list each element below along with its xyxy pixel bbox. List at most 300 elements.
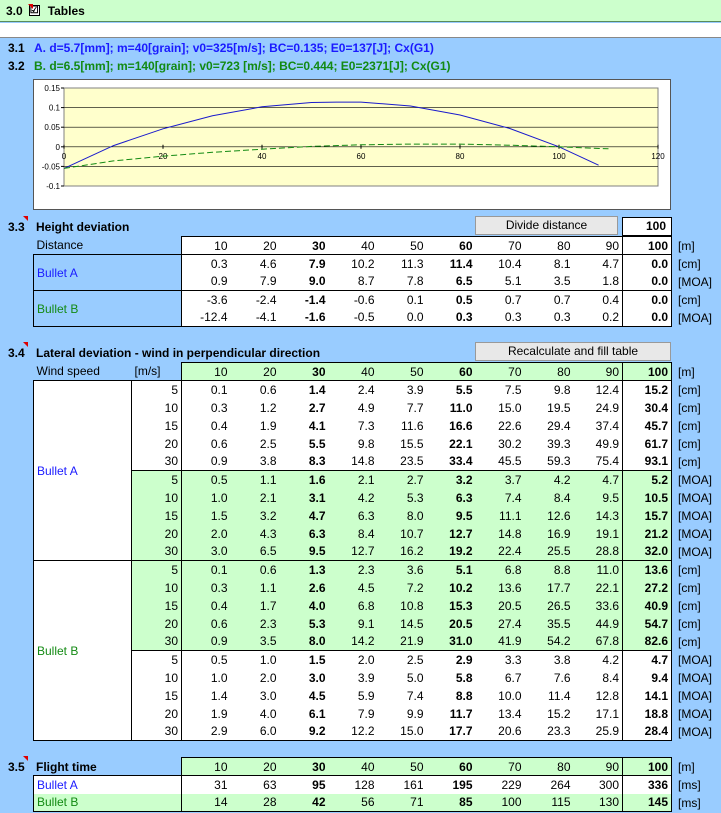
value-cell: 7.4 [378, 687, 427, 705]
distance-header: 60 [427, 363, 476, 381]
x-tick-label: 20 [158, 151, 168, 161]
y-tick-label: -0.1 [46, 182, 60, 191]
x-tick-label: 0 [61, 151, 67, 161]
value-cell: 9.5 [574, 489, 623, 507]
value-cell: 9.5 [427, 507, 476, 525]
bullet-a-spec: 3.1 A. d=5.7[mm]; m=40[grain]; v0=325[m/s]; BC=0.135; E0=137[J]; Cx(G1) [8, 41, 434, 55]
value-cell: 5.0 [378, 669, 427, 687]
value-cell: 2.1 [329, 471, 378, 489]
value-cell: 8.7 [329, 273, 378, 291]
value-cell: 13.4 [476, 705, 525, 723]
wind-speed-cell: 5 [132, 471, 182, 489]
value-cell: 26.5 [525, 597, 574, 615]
value-cell: 8.8 [525, 561, 574, 579]
value-cell: 0.0 [378, 309, 427, 327]
lateral-deviation-heading: 3.4 Lateral deviation - wind in perpendicular direction [8, 346, 321, 360]
value-cell: 5.1 [476, 273, 525, 291]
value-cell: 115 [525, 794, 574, 812]
value-cell: 9.9 [378, 705, 427, 723]
value-cell: 2.7 [378, 471, 427, 489]
value-cell: 145 [623, 794, 672, 812]
distance-header: 90 [574, 363, 623, 381]
bullet-b-label: Bullet B [34, 561, 132, 741]
value-cell: 8.3 [280, 453, 329, 471]
value-cell: 0.3 [427, 309, 476, 327]
value-cell: 264 [525, 776, 574, 794]
wind-speed-cell: 30 [132, 723, 182, 741]
value-cell: 3.8 [525, 651, 574, 669]
value-cell: 45.7 [623, 417, 672, 435]
value-cell: 17.1 [574, 705, 623, 723]
distance-header: 30 [280, 237, 329, 255]
value-cell: 33.6 [574, 597, 623, 615]
value-cell: 8.4 [574, 669, 623, 687]
value-cell: 16.6 [427, 417, 476, 435]
value-cell: 45.5 [476, 453, 525, 471]
value-cell: 2.4 [329, 381, 378, 399]
value-cell: 22.1 [574, 579, 623, 597]
value-cell: 1.7 [231, 597, 280, 615]
value-cell: 1.8 [574, 273, 623, 291]
y-tick-label: -0.05 [41, 162, 60, 172]
value-cell: 19.1 [574, 525, 623, 543]
value-cell: 0.5 [182, 651, 231, 669]
bullet-a-moa-row [34, 543, 716, 561]
value-cell: 3.0 [231, 687, 280, 705]
value-cell: 7.5 [476, 381, 525, 399]
value-cell: 1.5 [280, 651, 329, 669]
distance-header: 40 [329, 363, 378, 381]
value-cell: 5.2 [623, 471, 672, 489]
value-cell: 2.1 [231, 489, 280, 507]
value-cell: 4.0 [280, 597, 329, 615]
value-cell: 63 [231, 776, 280, 794]
distance-header: 10 [182, 758, 231, 776]
value-cell: 9.4 [623, 669, 672, 687]
value-cell: 6.1 [280, 705, 329, 723]
wind-speed-cell: 10 [132, 669, 182, 687]
value-cell: 28.8 [574, 543, 623, 561]
value-cell: -1.6 [280, 309, 329, 327]
value-cell: 3.1 [280, 489, 329, 507]
value-cell: 49.9 [574, 435, 623, 453]
distance-header: 70 [476, 237, 525, 255]
value-cell: 1.9 [231, 417, 280, 435]
bullet-a-moa-row [34, 507, 716, 525]
value-cell: 2.6 [280, 579, 329, 597]
value-cell: 61.7 [623, 435, 672, 453]
comment-marker [23, 342, 28, 347]
value-cell: 12.7 [329, 543, 378, 561]
value-cell: 0.1 [378, 291, 427, 309]
value-cell: 6.8 [476, 561, 525, 579]
wind-speed-cell: 10 [132, 489, 182, 507]
value-cell: 14.1 [623, 687, 672, 705]
value-cell: -1.4 [280, 291, 329, 309]
distance-row [34, 758, 716, 776]
value-cell: 6.0 [231, 723, 280, 741]
value-cell: -12.4 [182, 309, 231, 327]
unit-label: [cm] [678, 418, 701, 433]
value-cell: 6.3 [427, 489, 476, 507]
value-cell: 6.7 [476, 669, 525, 687]
value-cell: 1.1 [231, 471, 280, 489]
spacer [0, 23, 721, 37]
value-cell: 11.7 [427, 705, 476, 723]
value-cell: 0.6 [231, 561, 280, 579]
value-cell: 21.2 [623, 525, 672, 543]
distance-header: 10 [182, 363, 231, 381]
value-cell: 1.0 [231, 651, 280, 669]
bullet-b-time-row [34, 794, 716, 812]
value-cell: 3.8 [231, 453, 280, 471]
section-title: Tables [47, 3, 85, 18]
value-cell: 4.7 [574, 255, 623, 273]
value-cell: 29.4 [525, 417, 574, 435]
distance-header: 90 [574, 758, 623, 776]
value-cell: 13.6 [476, 579, 525, 597]
unit-label: [cm] [678, 382, 701, 397]
value-cell: -3.6 [182, 291, 231, 309]
value-cell: 0.9 [182, 453, 231, 471]
unit-label: [MOA] [678, 274, 713, 289]
value-cell: 0.0 [623, 309, 672, 327]
value-cell: 1.1 [231, 579, 280, 597]
value-cell: 0.4 [182, 417, 231, 435]
value-cell: 11.4 [427, 255, 476, 273]
value-cell: 2.7 [280, 399, 329, 417]
value-cell: 0.5 [182, 471, 231, 489]
value-cell: 20.5 [476, 597, 525, 615]
value-cell: 15.0 [476, 399, 525, 417]
value-cell: 22.1 [427, 435, 476, 453]
distance-header: 40 [329, 237, 378, 255]
recalculate-fill-table-button[interactable]: Recalculate and fill table [475, 342, 671, 361]
value-cell: 2.3 [329, 561, 378, 579]
comment-marker [23, 756, 28, 761]
value-cell: 7.9 [329, 705, 378, 723]
distance-header: 60 [427, 758, 476, 776]
value-cell: -0.5 [329, 309, 378, 327]
bullet-b-cm-row [34, 633, 716, 651]
value-cell: 7.7 [378, 399, 427, 417]
unit-label: [cm] [678, 634, 701, 649]
bullet-a-cm-row [34, 255, 716, 273]
value-cell: 1.0 [182, 669, 231, 687]
distance-header: 20 [231, 237, 280, 255]
value-cell: 336 [623, 776, 672, 794]
wind-speed-cell: 5 [132, 561, 182, 579]
wind-speed-cell: 15 [132, 507, 182, 525]
plot-area [61, 88, 658, 186]
unit-label: [ms] [678, 795, 701, 810]
value-cell: 12.6 [525, 507, 574, 525]
value-cell: 10.5 [623, 489, 672, 507]
distance-header: 100 [623, 758, 672, 776]
wind-speed-label: Wind speed [36, 364, 100, 379]
value-cell: 3.0 [182, 543, 231, 561]
wind-speed-cell: 10 [132, 399, 182, 417]
value-cell: 12.2 [329, 723, 378, 741]
bullet-a-moa-row [34, 489, 716, 507]
value-cell: 161 [378, 776, 427, 794]
value-cell: 1.3 [280, 561, 329, 579]
value-cell: 13.6 [623, 561, 672, 579]
value-cell: 27.2 [623, 579, 672, 597]
distance-header: 80 [525, 758, 574, 776]
value-cell: 4.7 [574, 471, 623, 489]
distance-header: 70 [476, 758, 525, 776]
value-cell: 14.5 [378, 615, 427, 633]
value-cell: 20.5 [427, 615, 476, 633]
value-cell: 1.6 [280, 471, 329, 489]
value-cell: 54.2 [525, 633, 574, 651]
value-cell: 6.8 [329, 597, 378, 615]
value-cell: 1.4 [182, 687, 231, 705]
value-cell: 28 [231, 794, 280, 812]
value-cell: 9.1 [329, 615, 378, 633]
trajectory-chart-svg [34, 80, 670, 209]
divide-value-input[interactable]: 100 [622, 217, 672, 236]
unit-label: [cm] [678, 598, 701, 613]
distance-header: 100 [623, 237, 672, 255]
value-cell: 6.5 [427, 273, 476, 291]
value-cell: 8.0 [280, 633, 329, 651]
value-cell: 67.8 [574, 633, 623, 651]
value-cell: 41.9 [476, 633, 525, 651]
x-tick-label: 120 [651, 151, 665, 161]
value-cell: 14.8 [329, 453, 378, 471]
distance-header: 10 [182, 237, 231, 255]
value-cell: 4.3 [231, 525, 280, 543]
value-cell: 5.8 [427, 669, 476, 687]
unit-label: [ms] [678, 777, 701, 792]
value-cell: 15.3 [427, 597, 476, 615]
distance-header: 90 [574, 237, 623, 255]
unit-label: [MOA] [678, 724, 713, 739]
value-cell: 16.9 [525, 525, 574, 543]
value-cell: 95 [280, 776, 329, 794]
value-cell: 93.1 [623, 453, 672, 471]
value-cell: 0.6 [182, 435, 231, 453]
value-cell: 10.2 [427, 579, 476, 597]
bullet-b-moa-row [34, 651, 716, 669]
unit-label: [MOA] [678, 508, 713, 523]
value-cell: 3.2 [427, 471, 476, 489]
bullet-a-label: Bullet A [34, 255, 182, 291]
x-tick-label: 60 [356, 151, 366, 161]
value-cell: 3.6 [378, 561, 427, 579]
value-cell: 14.2 [329, 633, 378, 651]
value-cell: 8.0 [378, 507, 427, 525]
value-cell: 42 [280, 794, 329, 812]
value-cell: 12.8 [574, 687, 623, 705]
value-cell: 59.3 [525, 453, 574, 471]
spacer-cell [34, 758, 182, 776]
unit-label: [cm] [678, 616, 701, 631]
value-cell: 54.7 [623, 615, 672, 633]
value-cell: 4.2 [574, 651, 623, 669]
value-cell: 3.3 [476, 651, 525, 669]
value-cell: 4.2 [329, 489, 378, 507]
value-cell: 4.0 [231, 705, 280, 723]
value-cell: 5.9 [329, 687, 378, 705]
value-cell: 31 [182, 776, 231, 794]
x-tick-label: 80 [455, 151, 465, 161]
value-cell: 3.9 [378, 381, 427, 399]
value-cell: 7.9 [231, 273, 280, 291]
value-cell: 300 [574, 776, 623, 794]
distance-header: 80 [525, 237, 574, 255]
value-cell: 1.4 [280, 381, 329, 399]
distance-header: 70 [476, 363, 525, 381]
wind-speed-cell: 15 [132, 687, 182, 705]
value-cell: 10.2 [329, 255, 378, 273]
bullet-a-time-row [34, 776, 716, 794]
section-header-tables [0, 0, 721, 22]
value-cell: 4.9 [329, 399, 378, 417]
bullet-a-cm-row [34, 435, 716, 453]
value-cell: 22.6 [476, 417, 525, 435]
value-cell: 71 [378, 794, 427, 812]
value-cell: 0.0 [623, 255, 672, 273]
value-cell: 0.7 [525, 291, 574, 309]
value-cell: 9.5 [280, 543, 329, 561]
distance-header: 30 [280, 758, 329, 776]
bullet-b-cm-row [34, 561, 716, 579]
bullet-b-moa-row [34, 723, 716, 741]
comment-marker [23, 216, 28, 221]
wind-speed-cell: 30 [132, 453, 182, 471]
unit-label: [m] [678, 759, 695, 774]
value-cell: 23.5 [378, 453, 427, 471]
value-cell: 5.5 [427, 381, 476, 399]
bullet-b-cm-row [34, 597, 716, 615]
value-cell: 25.5 [525, 543, 574, 561]
distance-row [34, 237, 716, 255]
value-cell: 44.9 [574, 615, 623, 633]
tables-checkbox[interactable]: ☑ [29, 5, 39, 16]
value-cell: 7.9 [280, 255, 329, 273]
distance-label: Distance [36, 238, 84, 253]
value-cell: 37.4 [574, 417, 623, 435]
bullet-a-label: Bullet A [34, 776, 182, 794]
value-cell: 0.7 [476, 291, 525, 309]
wind-speed-row [34, 363, 716, 381]
value-cell: 3.9 [329, 669, 378, 687]
bullet-a-cm-row [34, 453, 716, 471]
value-cell: 128 [329, 776, 378, 794]
unit-label: [cm] [678, 454, 701, 469]
value-cell: 35.5 [525, 615, 574, 633]
unit-label: [cm] [678, 562, 701, 577]
value-cell: 4.7 [623, 651, 672, 669]
value-cell: 14.3 [574, 507, 623, 525]
value-cell: 0.4 [574, 291, 623, 309]
value-cell: 5.3 [280, 615, 329, 633]
comment-marker [28, 4, 33, 9]
value-cell: 2.9 [182, 723, 231, 741]
value-cell: 27.4 [476, 615, 525, 633]
distance-header: 20 [231, 758, 280, 776]
value-cell: 15.0 [378, 723, 427, 741]
trajectory-chart [33, 79, 671, 210]
bullet-b-moa-row [34, 669, 716, 687]
value-cell: 28.4 [623, 723, 672, 741]
value-cell: 0.6 [231, 381, 280, 399]
flight-time-heading: 3.5 Flight time [8, 760, 97, 774]
unit-label: [MOA] [678, 688, 713, 703]
bullet-b-spec: 3.2 B. d=6.5[mm]; m=140[grain]; v0=723 [m/s]; BC=0.444; E0=2371[J]; Cx(G1) [8, 59, 451, 73]
value-cell: 2.0 [231, 669, 280, 687]
unit-label: [MOA] [678, 670, 713, 685]
value-cell: 7.2 [378, 579, 427, 597]
value-cell: 39.3 [525, 435, 574, 453]
divide-distance-button[interactable]: Divide distance [475, 216, 618, 235]
bullet-b-label: Bullet B [34, 794, 182, 812]
value-cell: 17.7 [525, 579, 574, 597]
bullet-b-cm-row [34, 579, 716, 597]
distance-header: 50 [378, 758, 427, 776]
divider [0, 37, 721, 38]
value-cell: 31.0 [427, 633, 476, 651]
value-cell: 130 [574, 794, 623, 812]
unit-label: [MOA] [678, 472, 713, 487]
value-cell: 6.3 [329, 507, 378, 525]
value-cell: 3.5 [525, 273, 574, 291]
value-cell: 0.5 [427, 291, 476, 309]
distance-header: 50 [378, 237, 427, 255]
value-cell: 32.0 [623, 543, 672, 561]
value-cell: 21.9 [378, 633, 427, 651]
y-tick-label: 0.15 [44, 84, 60, 93]
value-cell: 7.6 [525, 669, 574, 687]
value-cell: 3.2 [231, 507, 280, 525]
wind-speed-cell: 15 [132, 597, 182, 615]
value-cell: 8.1 [525, 255, 574, 273]
distance-header: 30 [280, 363, 329, 381]
wind-unit-label: [m/s] [134, 364, 161, 379]
height-deviation-table [33, 236, 716, 327]
unit-label: [MOA] [678, 310, 713, 325]
unit-label: [MOA] [678, 526, 713, 541]
value-cell: 195 [427, 776, 476, 794]
value-cell: 4.2 [525, 471, 574, 489]
value-cell: 0.9 [182, 273, 231, 291]
value-cell: 100 [476, 794, 525, 812]
value-cell: 15.7 [623, 507, 672, 525]
value-cell: 6.3 [280, 525, 329, 543]
value-cell: 0.9 [182, 633, 231, 651]
value-cell: 2.5 [231, 435, 280, 453]
unit-label: [m] [678, 238, 695, 253]
unit-label: [MOA] [678, 490, 713, 505]
bullet-a-moa-row [34, 525, 716, 543]
flight-time-table [33, 757, 716, 812]
distance-header: 20 [231, 363, 280, 381]
value-cell: 20.6 [476, 723, 525, 741]
value-cell: 30.4 [623, 399, 672, 417]
unit-label: [m] [678, 364, 695, 379]
bullet-a-label: Bullet A [34, 381, 132, 561]
distance-header: 80 [525, 363, 574, 381]
value-cell: 10.4 [476, 255, 525, 273]
bullet-a-cm-row [34, 417, 716, 435]
value-cell: 0.2 [574, 309, 623, 327]
unit-label: [MOA] [678, 544, 713, 559]
value-cell: -4.1 [231, 309, 280, 327]
wind-speed-cell: 15 [132, 417, 182, 435]
